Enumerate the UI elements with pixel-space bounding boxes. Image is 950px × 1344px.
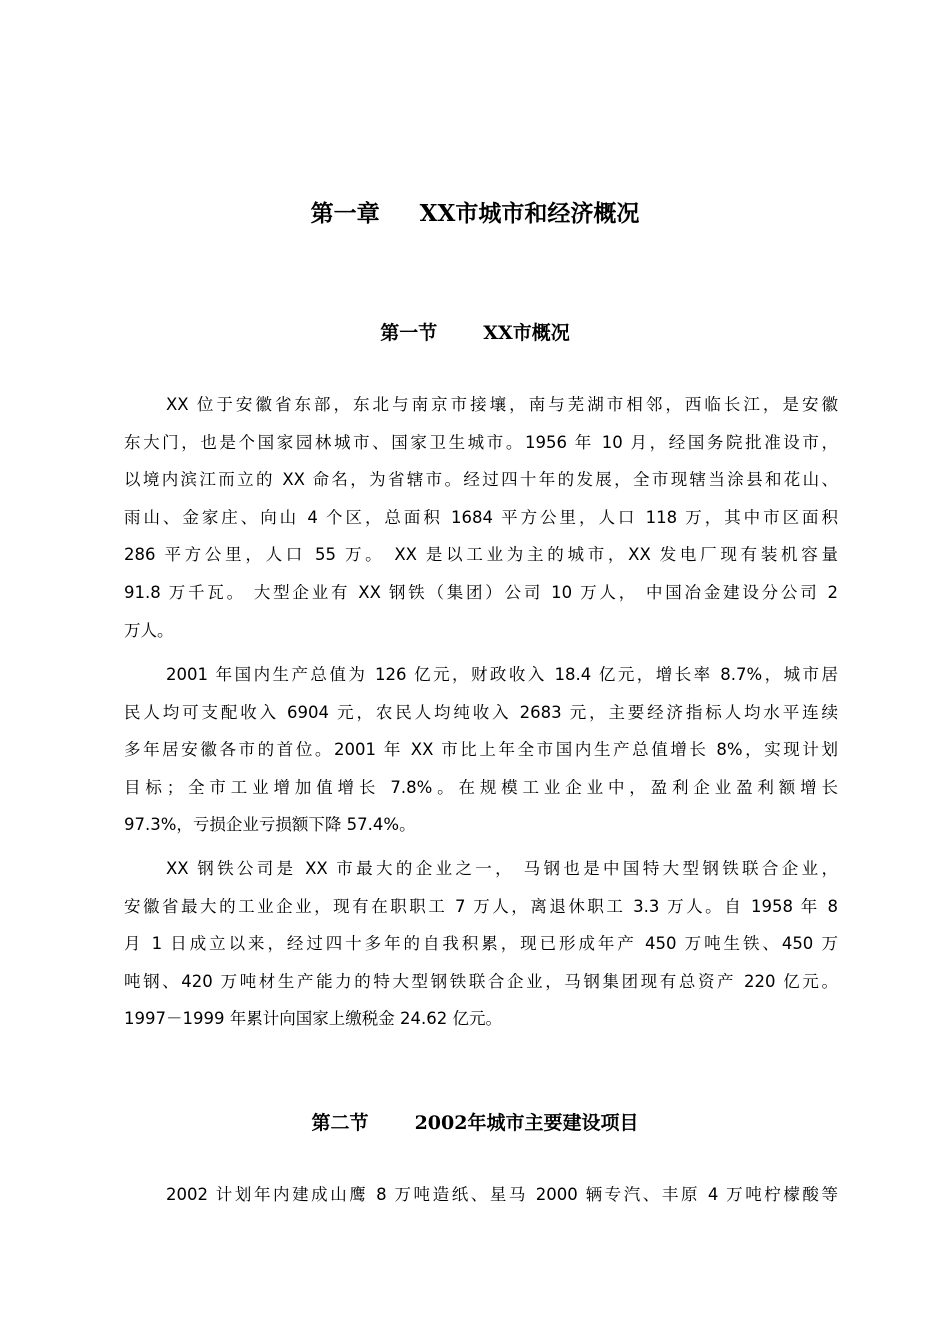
paragraph-line: 雨山、金家庄、向山 4 个区，总面积 1684 平方公里，人口 118 万，其中市区面积 bbox=[124, 507, 838, 527]
paragraph-line: 2002 计划年内建成山鹰 8 万吨造纸、星马 2000 辆专汽、丰原 4 万吨柠檬酸等 bbox=[166, 1185, 838, 1204]
paragraph-2 bbox=[124, 656, 838, 844]
paragraph-line: 目标；全市工业增加值增长 7.8%。在规模工业企业中，盈利企业盈利额增长 bbox=[124, 777, 838, 797]
paragraph-line: 民人均可支配收入 6904 元，农民人均纯收入 2683 元，主要经济指标人均水平连续 bbox=[124, 702, 838, 722]
paragraph-line: 91.8 万千瓦。 大型企业有 XX 钢铁（集团）公司 10 万人， 中国冶金建设分公司 2 bbox=[124, 582, 838, 602]
paragraph-line: 万人。 bbox=[124, 620, 174, 640]
chapter-heading-text: XX市城市和经济概况 bbox=[419, 200, 640, 227]
paragraph-line: 1997－1999 年累计向国家上缴税金 24.62 亿元。 bbox=[124, 1009, 502, 1029]
paragraph-4 bbox=[124, 1176, 838, 1214]
section-2-title bbox=[0, 1108, 950, 1138]
chapter-title bbox=[0, 196, 950, 232]
section-2-heading-text: 2002年城市主要建设项目 bbox=[414, 1112, 639, 1134]
paragraph-line: 97.3%，亏损企业亏损额下降 57.4%。 bbox=[124, 815, 416, 835]
paragraph-line: XX 钢铁公司是 XX 市最大的企业之一， 马钢也是中国特大型钢铁联合企业， bbox=[166, 859, 838, 878]
paragraph-line: 东大门，也是个国家园林城市、国家卫生城市。1956 年 10 月，经国务院批准设市， bbox=[124, 432, 838, 452]
paragraph-line: XX 位于安徽省东部，东北与南京市接壤，南与芜湖市相邻，西临长江，是安徽 bbox=[166, 395, 838, 414]
paragraph-line: 吨钢、420 万吨材生产能力的特大型钢铁联合企业，马钢集团现有总资产 220 亿元。 bbox=[124, 971, 838, 991]
paragraph-line: 2001 年国内生产总值为 126 亿元，财政收入 18.4 亿元，增长率 8.7%，城市居 bbox=[166, 665, 838, 684]
paragraph-1 bbox=[124, 386, 838, 649]
paragraph-line: 以境内滨江而立的 XX 命名，为省辖市。经过四十年的发展，全市现辖当涂县和花山、 bbox=[124, 470, 838, 490]
paragraph-line: 286 平方公里，人口 55 万。 XX 是以工业为主的城市，XX 发电厂现有装机容量 bbox=[124, 545, 838, 565]
paragraph-line: 多年居安徽各市的首位。2001 年 XX 市比上年全市国内生产总值增长 8%，实现计划 bbox=[124, 740, 838, 760]
paragraph-3 bbox=[124, 850, 838, 1038]
section-1-label: 第一节 bbox=[380, 322, 438, 344]
section-2-label: 第二节 bbox=[311, 1112, 369, 1134]
chapter-label: 第一章 bbox=[310, 200, 380, 227]
paragraph-line: 月 1 日成立以来，经过四十多年的自我积累，现已形成年产 450 万吨生铁、450 万 bbox=[124, 934, 838, 954]
section-1-heading-text: XX市概况 bbox=[483, 322, 570, 344]
paragraph-line: 安徽省最大的工业企业，现有在职职工 7 万人，离退休职工 3.3 万人。自 1958 年 8 bbox=[124, 896, 838, 916]
section-1-title bbox=[0, 318, 950, 348]
